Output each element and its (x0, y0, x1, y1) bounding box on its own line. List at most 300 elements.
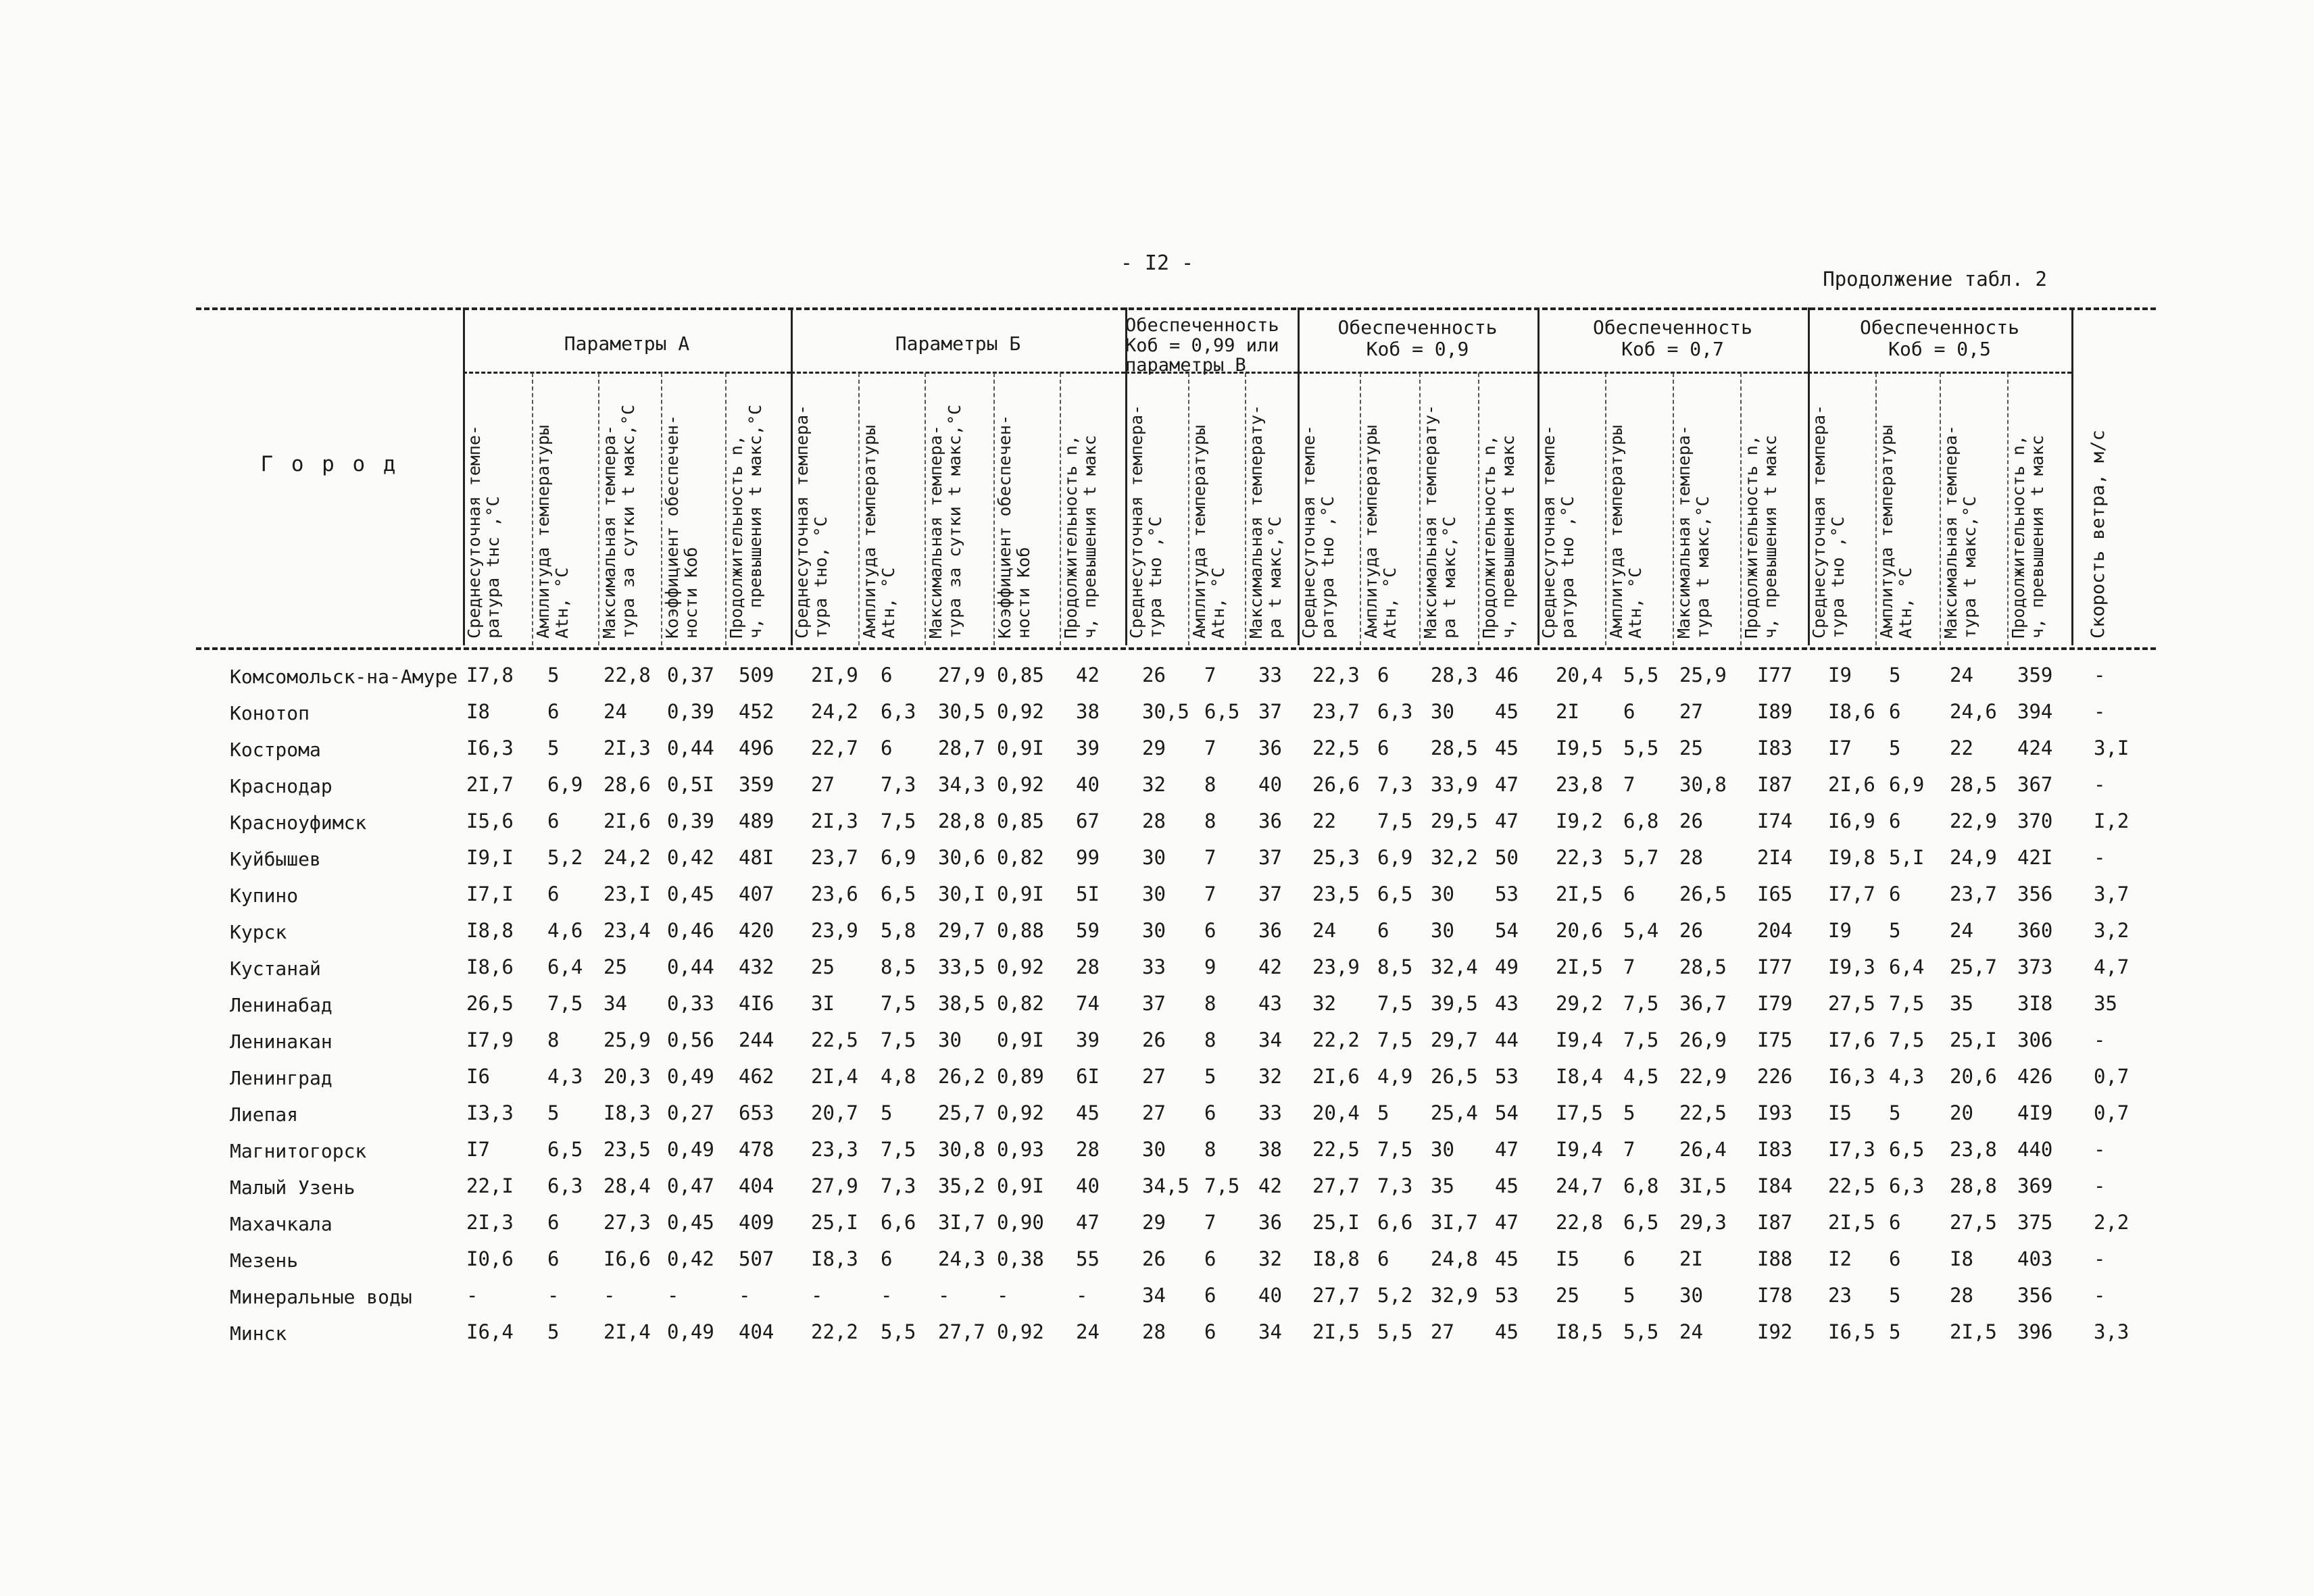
table-cell: 23,7 (811, 846, 858, 869)
table-cell: 24 (1679, 1320, 1703, 1343)
table-cell: 0,56 (667, 1028, 714, 1051)
table-cell: 8 (1204, 992, 1216, 1015)
table-cell: I7,I (466, 882, 514, 905)
table-cell: 9 (1204, 955, 1216, 978)
table-cell: 3I,5 (1679, 1174, 1727, 1197)
table-cell: 2I,5 (1556, 955, 1603, 978)
table-cell: 306 (2017, 1028, 2053, 1051)
table-cell: 26,2 (938, 1065, 985, 1088)
table-cell: 5 (547, 1320, 560, 1343)
table-cell: 5,8 (881, 919, 916, 942)
table-cell: 22,5 (1679, 1101, 1727, 1124)
table-cell: I84 (1757, 1174, 1793, 1197)
table-cell: 0,27 (667, 1101, 714, 1124)
table-cell: 30,8 (1679, 773, 1727, 796)
table-cell: - (811, 1284, 823, 1307)
table-cell: 462 (739, 1065, 774, 1088)
table-cell: 2I,3 (811, 809, 858, 832)
table-cell: 22,5 (1828, 1174, 1875, 1197)
table-cell: 42 (1258, 955, 1282, 978)
table-cell: I77 (1757, 664, 1793, 687)
table-cell: 27 (1679, 700, 1703, 723)
table-cell: 6 (1204, 1247, 1216, 1270)
table-cell: 0,82 (997, 992, 1044, 1015)
table-cell: 24,8 (1431, 1247, 1478, 1270)
table-cell: 30 (1431, 882, 1454, 905)
table-cell: 5 (1377, 1101, 1389, 1124)
table-cell: - (2094, 700, 2106, 723)
table-cell: 27 (811, 773, 835, 796)
table-cell: 22,9 (1679, 1065, 1727, 1088)
col-header-a-tmax: Максимальная темпера- тура за сутки t макс,°С (599, 404, 638, 639)
table-cell: 6 (547, 809, 560, 832)
table-cell: 22 (1312, 809, 1336, 832)
city-name: Минск (230, 1322, 287, 1345)
table-cell: 6I (1076, 1065, 1100, 1088)
table-cell: 54 (1495, 1101, 1519, 1124)
table-cell: I75 (1757, 1028, 1793, 1051)
table-cell: 7,3 (881, 773, 916, 796)
table-cell: 6 (881, 737, 893, 759)
col-header-a-temp: Среднесуточная темпе- ратура tнс ,°С (464, 424, 503, 639)
table-cell: 7 (1204, 1211, 1216, 1234)
table-cell: 2I,6 (1312, 1065, 1360, 1088)
table-cell: - (938, 1284, 950, 1307)
table-cell: 23,6 (811, 882, 858, 905)
table-cell: I6,3 (466, 737, 514, 759)
table-cell: 369 (2017, 1174, 2053, 1197)
table-cell: 32,4 (1431, 955, 1478, 978)
table-cell: 0,38 (997, 1247, 1044, 1270)
table-cell: 25,3 (1312, 846, 1360, 869)
table-cell: 375 (2017, 1211, 2053, 1234)
table-cell: 359 (739, 773, 774, 796)
city-name: Краснодар (230, 775, 333, 797)
table-cell: 22,9 (1950, 809, 1997, 832)
table-cell: 45 (1495, 737, 1519, 759)
table-cell: 0,45 (667, 882, 714, 905)
table-cell: 35 (1950, 992, 1973, 1015)
table-cell: 20 (1950, 1101, 1973, 1124)
table-cell: 0,37 (667, 664, 714, 687)
table-cell: 34 (1258, 1320, 1282, 1343)
table-cell: 5 (547, 1101, 560, 1124)
table-cell: 496 (739, 737, 774, 759)
city-name: Кустанай (230, 957, 321, 980)
table-cell: 27,5 (1828, 992, 1875, 1015)
column-header-city: Г о р о д (260, 452, 399, 476)
table-cell: 22,2 (811, 1320, 858, 1343)
table-cell: 6 (1623, 1247, 1635, 1270)
table-cell: 0,82 (997, 846, 1044, 869)
table-cell: 25,I (1312, 1211, 1360, 1234)
table-cell: 7,3 (1377, 1174, 1413, 1197)
table-cell: - (604, 1284, 616, 1307)
table-cell: I6,6 (604, 1247, 651, 1270)
table-cell: 7,5 (881, 1138, 916, 1161)
table-cell: 7 (1204, 737, 1216, 759)
col-header-b-temp: Среднесуточная темпера- тура tно, °С (792, 404, 831, 639)
table-cell: 35 (2094, 992, 2117, 1015)
table-cell: - (1076, 1284, 1088, 1307)
table-cell: I6,9 (1828, 809, 1875, 832)
table-cell: 26 (1142, 1028, 1166, 1051)
table-cell: I3,3 (466, 1101, 514, 1124)
table-cell: I7,9 (466, 1028, 514, 1051)
table-cell: - (2094, 1174, 2106, 1197)
city-name: Магнитогорск (230, 1140, 367, 1162)
table-cell: 25 (604, 955, 627, 978)
table-cell: 7 (1623, 1138, 1635, 1161)
table-cell: I9,I (466, 846, 514, 869)
table-cell: 2I,4 (604, 1320, 651, 1343)
table-cell: 3,3 (2094, 1320, 2130, 1343)
table-cell: 5,2 (547, 846, 583, 869)
table-cell: 2I,3 (466, 1211, 514, 1234)
table-cell: 6,3 (547, 1174, 583, 1197)
city-name: Ленинакан (230, 1030, 333, 1053)
table-cell: 30 (1142, 1138, 1166, 1161)
table-cell: 67 (1076, 809, 1100, 832)
table-cell: 3,7 (2094, 882, 2130, 905)
table-cell: 5 (547, 737, 560, 759)
table-cell: 6,5 (1889, 1138, 1925, 1161)
table-cell: 6 (1889, 1211, 1901, 1234)
table-cell: 6,6 (1377, 1211, 1413, 1234)
table-cell: - (997, 1284, 1009, 1307)
table-cell: 34,3 (938, 773, 985, 796)
table-cell: 4,3 (1889, 1065, 1925, 1088)
table-cell: 28,5 (1679, 955, 1727, 978)
table-cell: 2I,7 (466, 773, 514, 796)
table-cell: 24,3 (938, 1247, 985, 1270)
table-cell: 47 (1495, 773, 1519, 796)
table-cell: 27,9 (811, 1174, 858, 1197)
table-cell: 7,3 (1377, 773, 1413, 796)
table-cell: 2I,4 (811, 1065, 858, 1088)
table-cell: 29,7 (1431, 1028, 1478, 1051)
table-cell: I65 (1757, 882, 1793, 905)
table-cell: 29,3 (1679, 1211, 1727, 1234)
table-cell: 26,5 (1431, 1065, 1478, 1088)
table-cell: 40 (1258, 1284, 1282, 1307)
table-cell: 22,8 (1556, 1211, 1603, 1234)
table-cell: 367 (2017, 773, 2053, 796)
table-cell: 7,3 (881, 1174, 916, 1197)
table-cell: 23,8 (1556, 773, 1603, 796)
table-cell: I6,4 (466, 1320, 514, 1343)
table-top-rule (196, 307, 2156, 310)
table-continuation-label: Продолжение табл. 2 (1823, 268, 2047, 291)
table-cell: 29,5 (1431, 809, 1478, 832)
table-cell: 2I,5 (1556, 882, 1603, 905)
table-cell: 6,8 (1623, 1174, 1659, 1197)
table-cell: 25,I (811, 1211, 858, 1234)
table-cell: 28 (1142, 1320, 1166, 1343)
table-cell: - (547, 1284, 560, 1307)
table-cell: 27,7 (1312, 1174, 1360, 1197)
table-cell: 37 (1142, 992, 1166, 1015)
table-cell: 34 (1258, 1028, 1282, 1051)
table-cell: I8,6 (1828, 700, 1875, 723)
table-cell: 28,8 (938, 809, 985, 832)
table-cell: 24,2 (811, 700, 858, 723)
table-cell: 22,8 (604, 664, 651, 687)
table-cell: 509 (739, 664, 774, 687)
table-cell: 7,5 (1623, 1028, 1659, 1051)
table-cell: 5 (1889, 919, 1901, 942)
col-header-b-tmax: Максимальная темпера- тура за сутки t макс,°С (926, 404, 964, 639)
table-cell: 0,39 (667, 700, 714, 723)
table-cell: 30 (938, 1028, 962, 1051)
table-cell: 45 (1495, 700, 1519, 723)
table-cell: 432 (739, 955, 774, 978)
group-header-params-a: Параметры А (564, 332, 690, 355)
table-cell: 39,5 (1431, 992, 1478, 1015)
table-cell: 2I (1556, 700, 1579, 723)
table-cell: 23,5 (604, 1138, 651, 1161)
table-cell: 5 (547, 664, 560, 687)
table-cell: 32,2 (1431, 846, 1478, 869)
table-cell: 396 (2017, 1320, 2053, 1343)
table-cell: 6 (547, 700, 560, 723)
table-cell: 36 (1258, 919, 1282, 942)
table-cell: 8 (1204, 773, 1216, 796)
table-cell: 6 (547, 1211, 560, 1234)
table-cell: 5 (1889, 1284, 1901, 1307)
table-cell: 25 (1556, 1284, 1579, 1307)
table-cell: 53 (1495, 1284, 1519, 1307)
table-cell: 6,9 (1889, 773, 1925, 796)
table-cell: I9,8 (1828, 846, 1875, 869)
table-cell: 6,8 (1623, 809, 1659, 832)
table-cell: 359 (2017, 664, 2053, 687)
city-name: Минеральные воды (230, 1286, 412, 1308)
table-cell: 32,9 (1431, 1284, 1478, 1307)
table-cell: 0,92 (997, 700, 1044, 723)
table-cell: 0,44 (667, 955, 714, 978)
table-cell: 478 (739, 1138, 774, 1161)
table-cell: - (739, 1284, 751, 1307)
table-cell: 424 (2017, 737, 2053, 759)
table-cell: 45 (1076, 1101, 1100, 1124)
table-cell: 22,3 (1312, 664, 1360, 687)
table-cell: 0,88 (997, 919, 1044, 942)
city-name: Куйбышев (230, 848, 321, 870)
table-cell: 3I (811, 992, 835, 1015)
table-cell: 0,42 (667, 846, 714, 869)
table-cell: 6,5 (1623, 1211, 1659, 1234)
table-cell: 27,9 (938, 664, 985, 687)
table-cell: 3,I (2094, 737, 2130, 759)
table-cell: 26 (1679, 919, 1703, 942)
data-table (196, 307, 2156, 1362)
table-cell: 6,9 (881, 846, 916, 869)
table-cell: 42I (2017, 846, 2053, 869)
table-cell: I8,5 (1556, 1320, 1603, 1343)
table-cell: 2I,6 (1828, 773, 1875, 796)
table-cell: 30 (1142, 846, 1166, 869)
table-cell: 6,3 (1377, 700, 1413, 723)
col-header-a-ampl: Амплитуда температуры Аtн, °С (533, 424, 572, 639)
table-cell: 30 (1431, 919, 1454, 942)
table-cell: 20,7 (811, 1101, 858, 1124)
table-cell: I9 (1828, 664, 1852, 687)
table-cell: 0,92 (997, 1320, 1044, 1343)
table-cell: 20,6 (1556, 919, 1603, 942)
table-cell: - (2094, 773, 2106, 796)
table-cell: 404 (739, 1174, 774, 1197)
table-cell: 28 (1950, 1284, 1973, 1307)
table-cell: 3,2 (2094, 919, 2130, 942)
table-cell: - (2094, 1247, 2106, 1270)
table-cell: 22,I (466, 1174, 514, 1197)
table-cell: 28,5 (1431, 737, 1478, 759)
table-cell: 24,7 (1556, 1174, 1603, 1197)
table-cell: 30 (1142, 919, 1166, 942)
table-cell: 45 (1495, 1247, 1519, 1270)
table-cell: 5 (1889, 664, 1901, 687)
table-cell: 0,49 (667, 1065, 714, 1088)
table-cell: 244 (739, 1028, 774, 1051)
table-cell: 36 (1258, 1211, 1282, 1234)
table-cell: I7 (1828, 737, 1852, 759)
table-cell: 37 (1258, 846, 1282, 869)
col-header-k05-tmax: Максимальная темпера- тура t макс,°С (1941, 424, 1979, 639)
table-cell: 49 (1495, 955, 1519, 978)
table-cell: 99 (1076, 846, 1100, 869)
table-cell: 0,46 (667, 919, 714, 942)
table-cell: 22,5 (811, 1028, 858, 1051)
table-cell: 30 (1142, 882, 1166, 905)
table-cell: 22,3 (1556, 846, 1603, 869)
table-cell: 20,6 (1950, 1065, 1997, 1088)
table-cell: I8 (466, 700, 490, 723)
table-cell: 226 (1757, 1065, 1793, 1088)
table-cell: I9 (1828, 919, 1852, 942)
table-cell: 6 (881, 1247, 893, 1270)
table-cell: 30 (1431, 700, 1454, 723)
table-cell: 23,4 (604, 919, 651, 942)
table-cell: 0,9I (997, 1028, 1044, 1051)
table-cell: I8,6 (466, 955, 514, 978)
table-cell: I7,7 (1828, 882, 1875, 905)
city-name: Комсомольск-на-Амуре (230, 666, 458, 688)
col-header-k05-duration: Продолжительность n, ч, превышения t макс (2009, 434, 2047, 639)
table-cell: 28 (1076, 1138, 1100, 1161)
table-cell: 36,7 (1679, 992, 1727, 1015)
table-cell: 27,3 (604, 1211, 651, 1234)
table-cell: 33,9 (1431, 773, 1478, 796)
table-cell: 0,39 (667, 809, 714, 832)
table-cell: 8,5 (1377, 955, 1413, 978)
table-cell: 5 (1889, 1101, 1901, 1124)
table-cell: 29,2 (1556, 992, 1603, 1015)
table-cell: 4,8 (881, 1065, 916, 1088)
table-cell: 32 (1258, 1247, 1282, 1270)
col-header-b-ampl: Амплитуда температуры Аtн, °С (860, 424, 898, 639)
col-header-k09-duration: Продолжительность n, ч, превышения t макс (1479, 434, 1518, 639)
table-cell: 39 (1076, 1028, 1100, 1051)
table-cell: 7,5 (1889, 992, 1925, 1015)
table-cell: 28,8 (1950, 1174, 1997, 1197)
table-cell: 28,5 (1950, 773, 1997, 796)
table-cell: 25,9 (1679, 664, 1727, 687)
table-cell: 420 (739, 919, 774, 942)
table-cell: 6,5 (547, 1138, 583, 1161)
table-cell: 26 (1142, 664, 1166, 687)
table-cell: I8,8 (466, 919, 514, 942)
table-cell: 5 (1889, 1320, 1901, 1343)
table-cell: I9,3 (1828, 955, 1875, 978)
city-name: Кострома (230, 739, 321, 761)
table-cell: 6 (1377, 919, 1389, 942)
table-cell: I93 (1757, 1101, 1793, 1124)
col-header-b-duration: Продолжительность n, ч, превышения t макс (1061, 434, 1100, 639)
table-cell: 6 (881, 664, 893, 687)
table-cell: 2I,5 (1312, 1320, 1360, 1343)
table-cell: 34,5 (1142, 1174, 1189, 1197)
table-cell: 42 (1076, 664, 1100, 687)
table-cell: 370 (2017, 809, 2053, 832)
table-cell: 39 (1076, 737, 1100, 759)
table-cell: 440 (2017, 1138, 2053, 1161)
table-cell: 0,85 (997, 664, 1044, 687)
group-header-params-b: Параметры Б (895, 332, 1021, 355)
table-cell: 42 (1258, 1174, 1282, 1197)
table-cell: 2I4 (1757, 846, 1793, 869)
table-cell: 27,7 (938, 1320, 985, 1343)
table-cell: 4,5 (1623, 1065, 1659, 1088)
table-cell: 32 (1258, 1065, 1282, 1088)
table-cell: 28 (1076, 955, 1100, 978)
table-cell: 23,9 (1312, 955, 1360, 978)
table-cell: 6,3 (881, 700, 916, 723)
table-cell: 26,4 (1679, 1138, 1727, 1161)
table-cell: - (2094, 846, 2106, 869)
table-cell: 7 (1623, 955, 1635, 978)
col-header-b-kob: Коэффициент обеспечен- ности Коб (995, 414, 1033, 639)
table-cell: 47 (1076, 1211, 1100, 1234)
table-cell: 34 (604, 992, 627, 1015)
table-cell: 30,I (938, 882, 985, 905)
table-cell: 23 (1828, 1284, 1852, 1307)
table-cell: 38,5 (938, 992, 985, 1015)
table-cell: 26,5 (466, 992, 514, 1015)
table-cell: 7,5 (1623, 992, 1659, 1015)
table-cell: I5,6 (466, 809, 514, 832)
table-cell: 5,4 (1623, 919, 1659, 942)
table-cell: 0,93 (997, 1138, 1044, 1161)
table-cell: 2,2 (2094, 1211, 2130, 1234)
table-cell: I7 (466, 1138, 490, 1161)
table-cell: 0,85 (997, 809, 1044, 832)
table-cell: 25,7 (938, 1101, 985, 1124)
table-cell: 27,5 (1950, 1211, 1997, 1234)
table-cell: 5,5 (1623, 737, 1659, 759)
table-cell: 27 (1142, 1101, 1166, 1124)
col-header-k05-ampl: Амплитуда температуры Аtн, °С (1877, 424, 1915, 639)
table-cell: 5,5 (1377, 1320, 1413, 1343)
table-cell: 6 (1889, 882, 1901, 905)
table-cell: 30,6 (938, 846, 985, 869)
table-cell: 6 (1377, 1247, 1389, 1270)
table-cell: I77 (1757, 955, 1793, 978)
table-cell: 27 (1431, 1320, 1454, 1343)
table-cell: 6,5 (881, 882, 916, 905)
group-header-k09: Обеспеченность Коб = 0,9 (1337, 316, 1498, 361)
city-name: Красноуфимск (230, 812, 367, 834)
